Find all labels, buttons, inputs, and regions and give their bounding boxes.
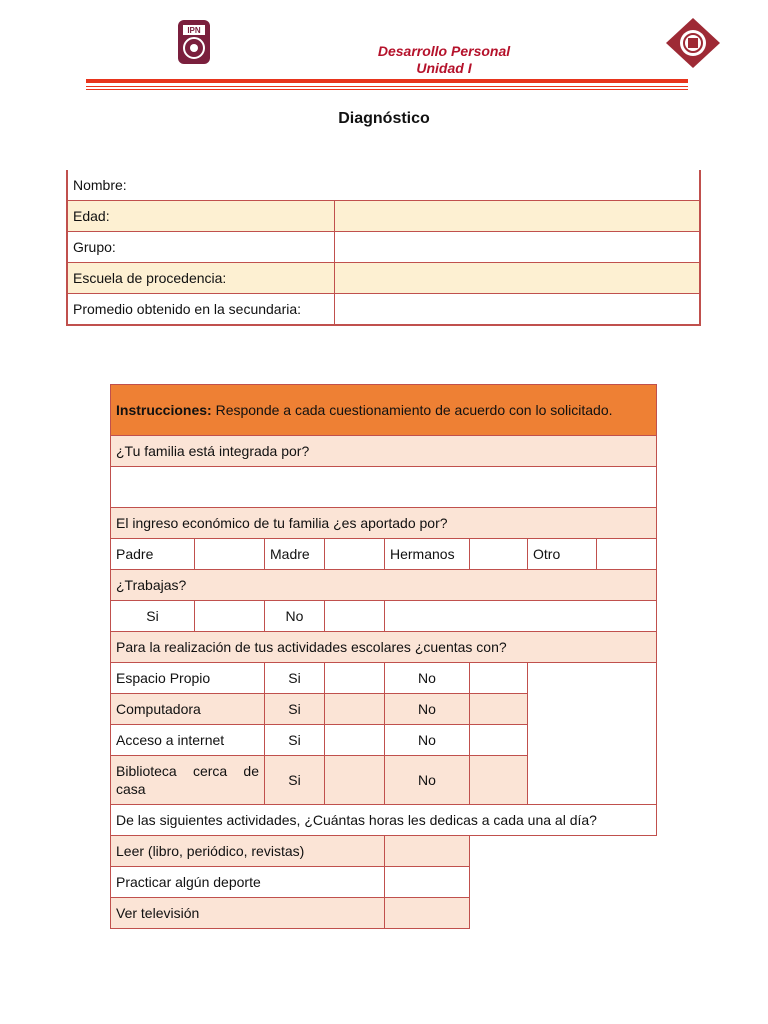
course-name: Desarrollo Personal — [377, 43, 511, 59]
work-yes-checkbox[interactable] — [195, 601, 265, 632]
activity-label: Leer (libro, periódico, revistas) — [111, 836, 385, 867]
info-row-promedio — [67, 294, 700, 326]
resource-yes-label: Si — [265, 725, 325, 756]
student-info-table — [66, 170, 701, 326]
income-checkbox[interactable] — [470, 539, 528, 570]
resource-yes-checkbox[interactable] — [325, 663, 385, 694]
resource-no-checkbox[interactable] — [470, 756, 528, 805]
grupo-label: Grupo: — [67, 232, 334, 263]
grupo-field[interactable] — [334, 232, 700, 263]
activity-hours-field[interactable] — [385, 867, 470, 898]
activity-hours-field[interactable] — [385, 836, 470, 867]
resource-no-label: No — [385, 725, 470, 756]
edad-field[interactable] — [334, 201, 700, 232]
work-yes-label: Si — [111, 601, 195, 632]
activity-label: Ver televisión — [111, 898, 385, 929]
resource-yes-label: Si — [265, 756, 325, 805]
family-answer-field[interactable] — [111, 467, 657, 508]
work-options-row — [111, 601, 657, 632]
work-detail-field[interactable] — [385, 601, 657, 632]
nombre-label: Nombre: — [67, 170, 700, 201]
document-header — [334, 43, 554, 77]
income-option-label: Padre — [111, 539, 195, 570]
unit-name: Unidad I — [416, 60, 472, 76]
resource-row — [111, 663, 657, 694]
activity-hours-field[interactable] — [385, 898, 470, 929]
income-checkbox[interactable] — [597, 539, 657, 570]
info-row-grupo — [67, 232, 700, 263]
income-checkbox[interactable] — [325, 539, 385, 570]
resource-yes-checkbox[interactable] — [325, 694, 385, 725]
work-no-label: No — [265, 601, 325, 632]
promedio-label: Promedio obtenido en la secundaria: — [67, 294, 334, 326]
income-option-label: Hermanos — [385, 539, 470, 570]
resource-no-checkbox[interactable] — [470, 725, 528, 756]
activity-row — [111, 898, 657, 929]
resource-yes-checkbox[interactable] — [325, 756, 385, 805]
header-rule-thin — [86, 86, 688, 87]
resource-yes-checkbox[interactable] — [325, 725, 385, 756]
income-options-row — [111, 539, 657, 570]
header-rule — [86, 79, 688, 83]
resource-yes-label: Si — [265, 694, 325, 725]
resources-question: Para la realización de tus actividades escolares ¿cuentas con? — [111, 632, 657, 663]
resource-no-label: No — [385, 756, 470, 805]
income-option-label: Otro — [528, 539, 597, 570]
work-question: ¿Trabajas? — [111, 570, 657, 601]
edad-label: Edad: — [67, 201, 334, 232]
header-rule-thin — [86, 89, 688, 90]
resource-label: Computadora — [111, 694, 265, 725]
instructions-box — [111, 385, 657, 436]
resource-no-label: No — [385, 694, 470, 725]
info-row-escuela — [67, 263, 700, 294]
questionnaire-table — [110, 384, 657, 929]
resource-no-checkbox[interactable] — [470, 694, 528, 725]
activity-row — [111, 836, 657, 867]
escuela-field[interactable] — [334, 263, 700, 294]
ipn-logo — [176, 18, 212, 66]
activities-question: De las siguientes actividades, ¿Cuántas horas les dedicas a cada una al día? — [111, 805, 657, 836]
svg-text:IPN: IPN — [187, 26, 201, 35]
instructions-label: Instrucciones: — [116, 402, 212, 418]
page-title: Diagnóstico — [338, 110, 430, 127]
resource-label: Espacio Propio — [111, 663, 265, 694]
resource-label: Acceso a internet — [111, 725, 265, 756]
instructions-text: Responde a cada cuestionamiento de acuerdo con lo solicitado. — [211, 402, 613, 418]
activity-row — [111, 867, 657, 898]
resource-label: Biblioteca cerca de casa — [111, 756, 265, 805]
cecyt-logo — [664, 16, 722, 70]
resources-blank — [528, 663, 657, 805]
resource-no-checkbox[interactable] — [470, 663, 528, 694]
family-question: ¿Tu familia está integrada por? — [111, 436, 657, 467]
resource-yes-label: Si — [265, 663, 325, 694]
income-option-label: Madre — [265, 539, 325, 570]
income-checkbox[interactable] — [195, 539, 265, 570]
activity-label: Practicar algún deporte — [111, 867, 385, 898]
work-no-checkbox[interactable] — [325, 601, 385, 632]
resource-no-label: No — [385, 663, 470, 694]
info-row-edad — [67, 201, 700, 232]
info-row-nombre — [67, 170, 700, 201]
promedio-field[interactable] — [334, 294, 700, 326]
income-question: El ingreso económico de tu familia ¿es aportado por? — [111, 508, 657, 539]
escuela-label: Escuela de procedencia: — [67, 263, 334, 294]
